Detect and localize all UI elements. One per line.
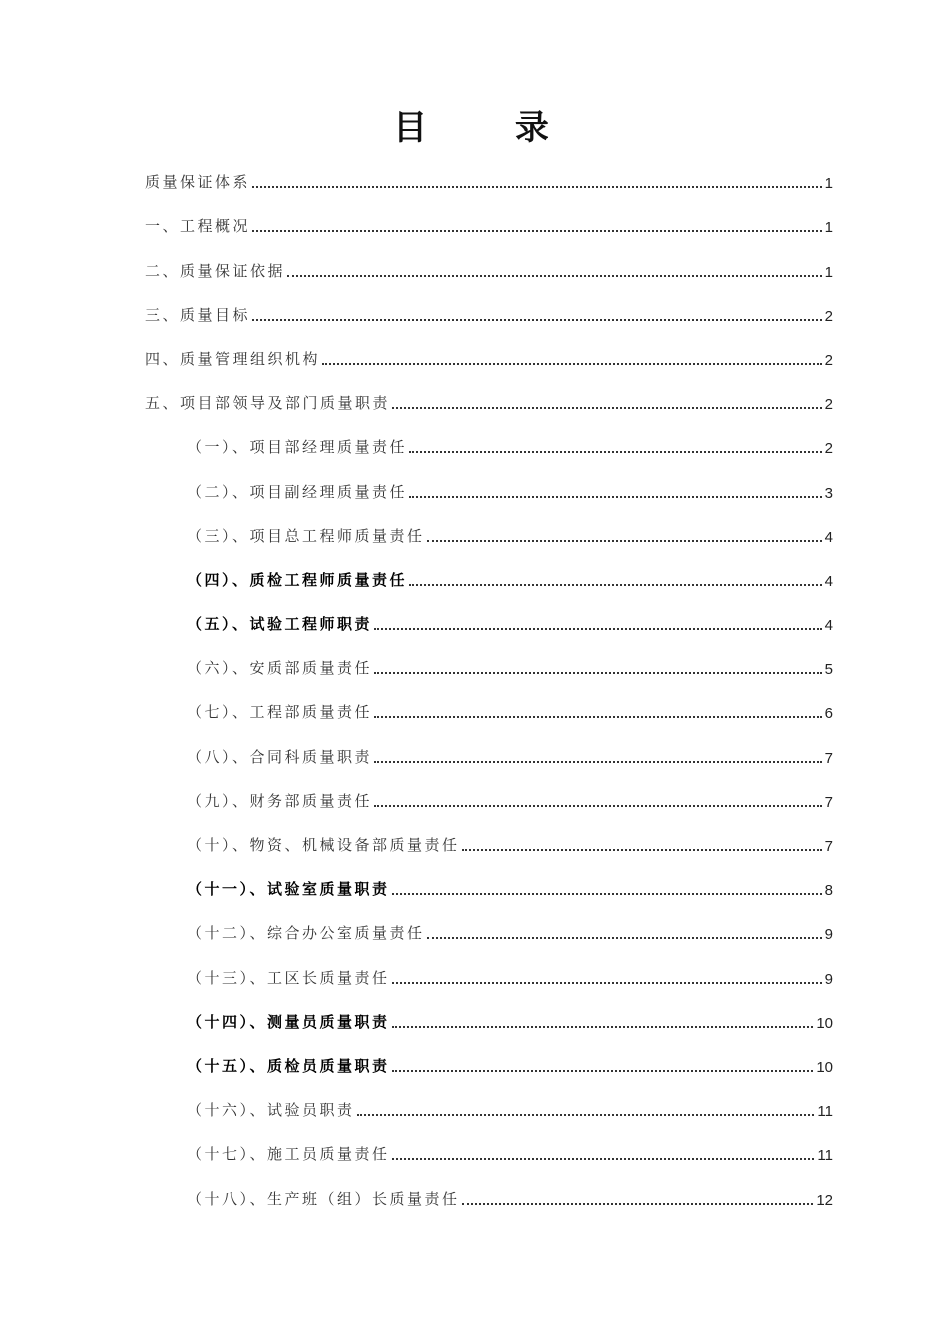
table-of-contents	[145, 166, 833, 1227]
dot-leader	[427, 937, 822, 939]
toc-entry-page-number: 9	[824, 926, 833, 944]
dot-leader	[409, 584, 822, 586]
toc-entry[interactable]	[145, 652, 833, 696]
toc-entry-label: （十一）、试验室质量职责	[187, 880, 390, 899]
toc-entry-label: 一、工程概况	[145, 217, 251, 236]
toc-entry-page-number: 7	[824, 793, 833, 811]
toc-entry-label: （八）、合同科质量职责	[187, 747, 373, 766]
toc-entry[interactable]	[145, 829, 833, 873]
page-title: 目 录	[393, 108, 587, 148]
toc-entry-page-number: 1	[824, 219, 833, 237]
dot-leader	[392, 982, 822, 984]
toc-entry[interactable]	[145, 917, 833, 961]
dot-leader	[322, 363, 822, 365]
dot-leader	[374, 805, 822, 807]
toc-entry-page-number: 2	[824, 440, 833, 458]
toc-entry-page-number: 10	[816, 1014, 833, 1032]
dot-leader	[427, 540, 822, 542]
toc-entry-label: （六）、安质部质量责任	[187, 659, 373, 678]
dot-leader	[392, 1026, 814, 1028]
toc-entry[interactable]	[145, 475, 833, 519]
toc-entry-page-number: 6	[824, 705, 833, 723]
toc-entry-page-number: 2	[824, 307, 833, 325]
toc-entry[interactable]	[145, 520, 833, 564]
toc-entry-label: （七）、工程部质量责任	[187, 703, 373, 722]
dot-leader	[409, 451, 822, 453]
toc-entry-label: （三）、项目总工程师质量责任	[187, 526, 425, 545]
dot-leader	[287, 275, 822, 277]
toc-entry[interactable]	[145, 166, 833, 210]
toc-entry-page-number: 1	[824, 263, 833, 281]
toc-entry[interactable]	[145, 740, 833, 784]
dot-leader	[462, 849, 822, 851]
toc-entry-page-number: 4	[824, 617, 833, 635]
toc-entry-page-number: 3	[824, 484, 833, 502]
dot-leader	[462, 1203, 814, 1205]
toc-entry-page-number: 4	[824, 528, 833, 546]
toc-entry[interactable]	[145, 210, 833, 254]
toc-entry[interactable]	[145, 961, 833, 1005]
dot-leader	[392, 407, 822, 409]
toc-entry-label: （十）、物资、机械设备部质量责任	[187, 836, 460, 854]
toc-entry-label: （十七）、施工员质量责任	[187, 1145, 390, 1164]
dot-leader	[374, 672, 822, 674]
toc-entry[interactable]	[145, 696, 833, 740]
toc-entry-page-number: 10	[816, 1058, 833, 1076]
toc-entry[interactable]	[145, 431, 833, 475]
toc-entry-label: （十三）、工区长质量责任	[187, 968, 390, 987]
toc-entry-label: 二、质量保证依据	[145, 261, 286, 280]
toc-entry[interactable]	[145, 1050, 833, 1094]
toc-entry-page-number: 2	[824, 351, 833, 369]
dot-leader	[392, 893, 822, 895]
dot-leader	[392, 1158, 815, 1160]
toc-entry-page-number: 9	[824, 970, 833, 988]
toc-entry[interactable]	[145, 1182, 833, 1226]
toc-entry-page-number: 7	[824, 838, 833, 855]
dot-leader	[374, 716, 822, 718]
dot-leader	[392, 1070, 814, 1072]
toc-entry-label: 三、质量目标	[145, 305, 251, 324]
dot-leader	[409, 496, 822, 498]
toc-entry-label: （十五）、质检员质量职责	[187, 1056, 390, 1075]
toc-entry-page-number: 5	[824, 661, 833, 679]
toc-entry[interactable]	[145, 564, 833, 608]
toc-entry-page-number: 7	[824, 749, 833, 767]
toc-entry[interactable]	[145, 608, 833, 652]
toc-entry-page-number: 1	[824, 175, 833, 193]
toc-entry-label: （十二）、综合办公室质量责任	[187, 924, 425, 943]
toc-entry-label: （十六）、试验员职责	[187, 1101, 355, 1120]
toc-entry[interactable]	[145, 785, 833, 829]
toc-entry-page-number: 8	[824, 882, 833, 900]
toc-entry-label: 五、项目部领导及部门质量职责	[145, 394, 391, 413]
toc-entry-page-number: 4	[824, 572, 833, 590]
toc-entry[interactable]	[145, 387, 833, 431]
toc-entry[interactable]	[145, 873, 833, 917]
toc-entry-label: （十八）、生产班（组）长质量责任	[187, 1189, 460, 1208]
dot-leader	[252, 319, 822, 321]
toc-entry-label: （五）、试验工程师职责	[187, 615, 373, 634]
toc-entry-page-number: 12	[816, 1191, 833, 1209]
toc-entry[interactable]	[145, 1006, 833, 1050]
toc-entry[interactable]	[145, 343, 833, 387]
dot-leader	[252, 230, 822, 232]
toc-entry[interactable]	[145, 1094, 833, 1138]
toc-entry-page-number: 11	[817, 1147, 833, 1165]
dot-leader	[252, 186, 822, 188]
toc-entry-label: 四、质量管理组织机构	[145, 349, 321, 368]
toc-entry-label: （四）、质检工程师质量责任	[187, 570, 408, 589]
dot-leader	[374, 628, 822, 630]
toc-entry[interactable]	[145, 1138, 833, 1182]
dot-leader	[374, 761, 822, 763]
toc-entry-label: 质量保证体系	[145, 173, 251, 192]
toc-entry-label: （九）、财务部质量责任	[187, 791, 373, 810]
toc-entry[interactable]	[145, 254, 833, 298]
toc-entry[interactable]	[145, 299, 833, 343]
dot-leader	[357, 1114, 815, 1116]
toc-entry-label: （二）、项目副经理质量责任	[187, 482, 408, 501]
toc-entry-label: （十四）、测量员质量职责	[187, 1012, 390, 1031]
toc-entry-page-number: 11	[817, 1103, 833, 1121]
toc-entry-label: （一）、项目部经理质量责任	[187, 438, 408, 457]
toc-entry-page-number: 2	[824, 396, 833, 414]
